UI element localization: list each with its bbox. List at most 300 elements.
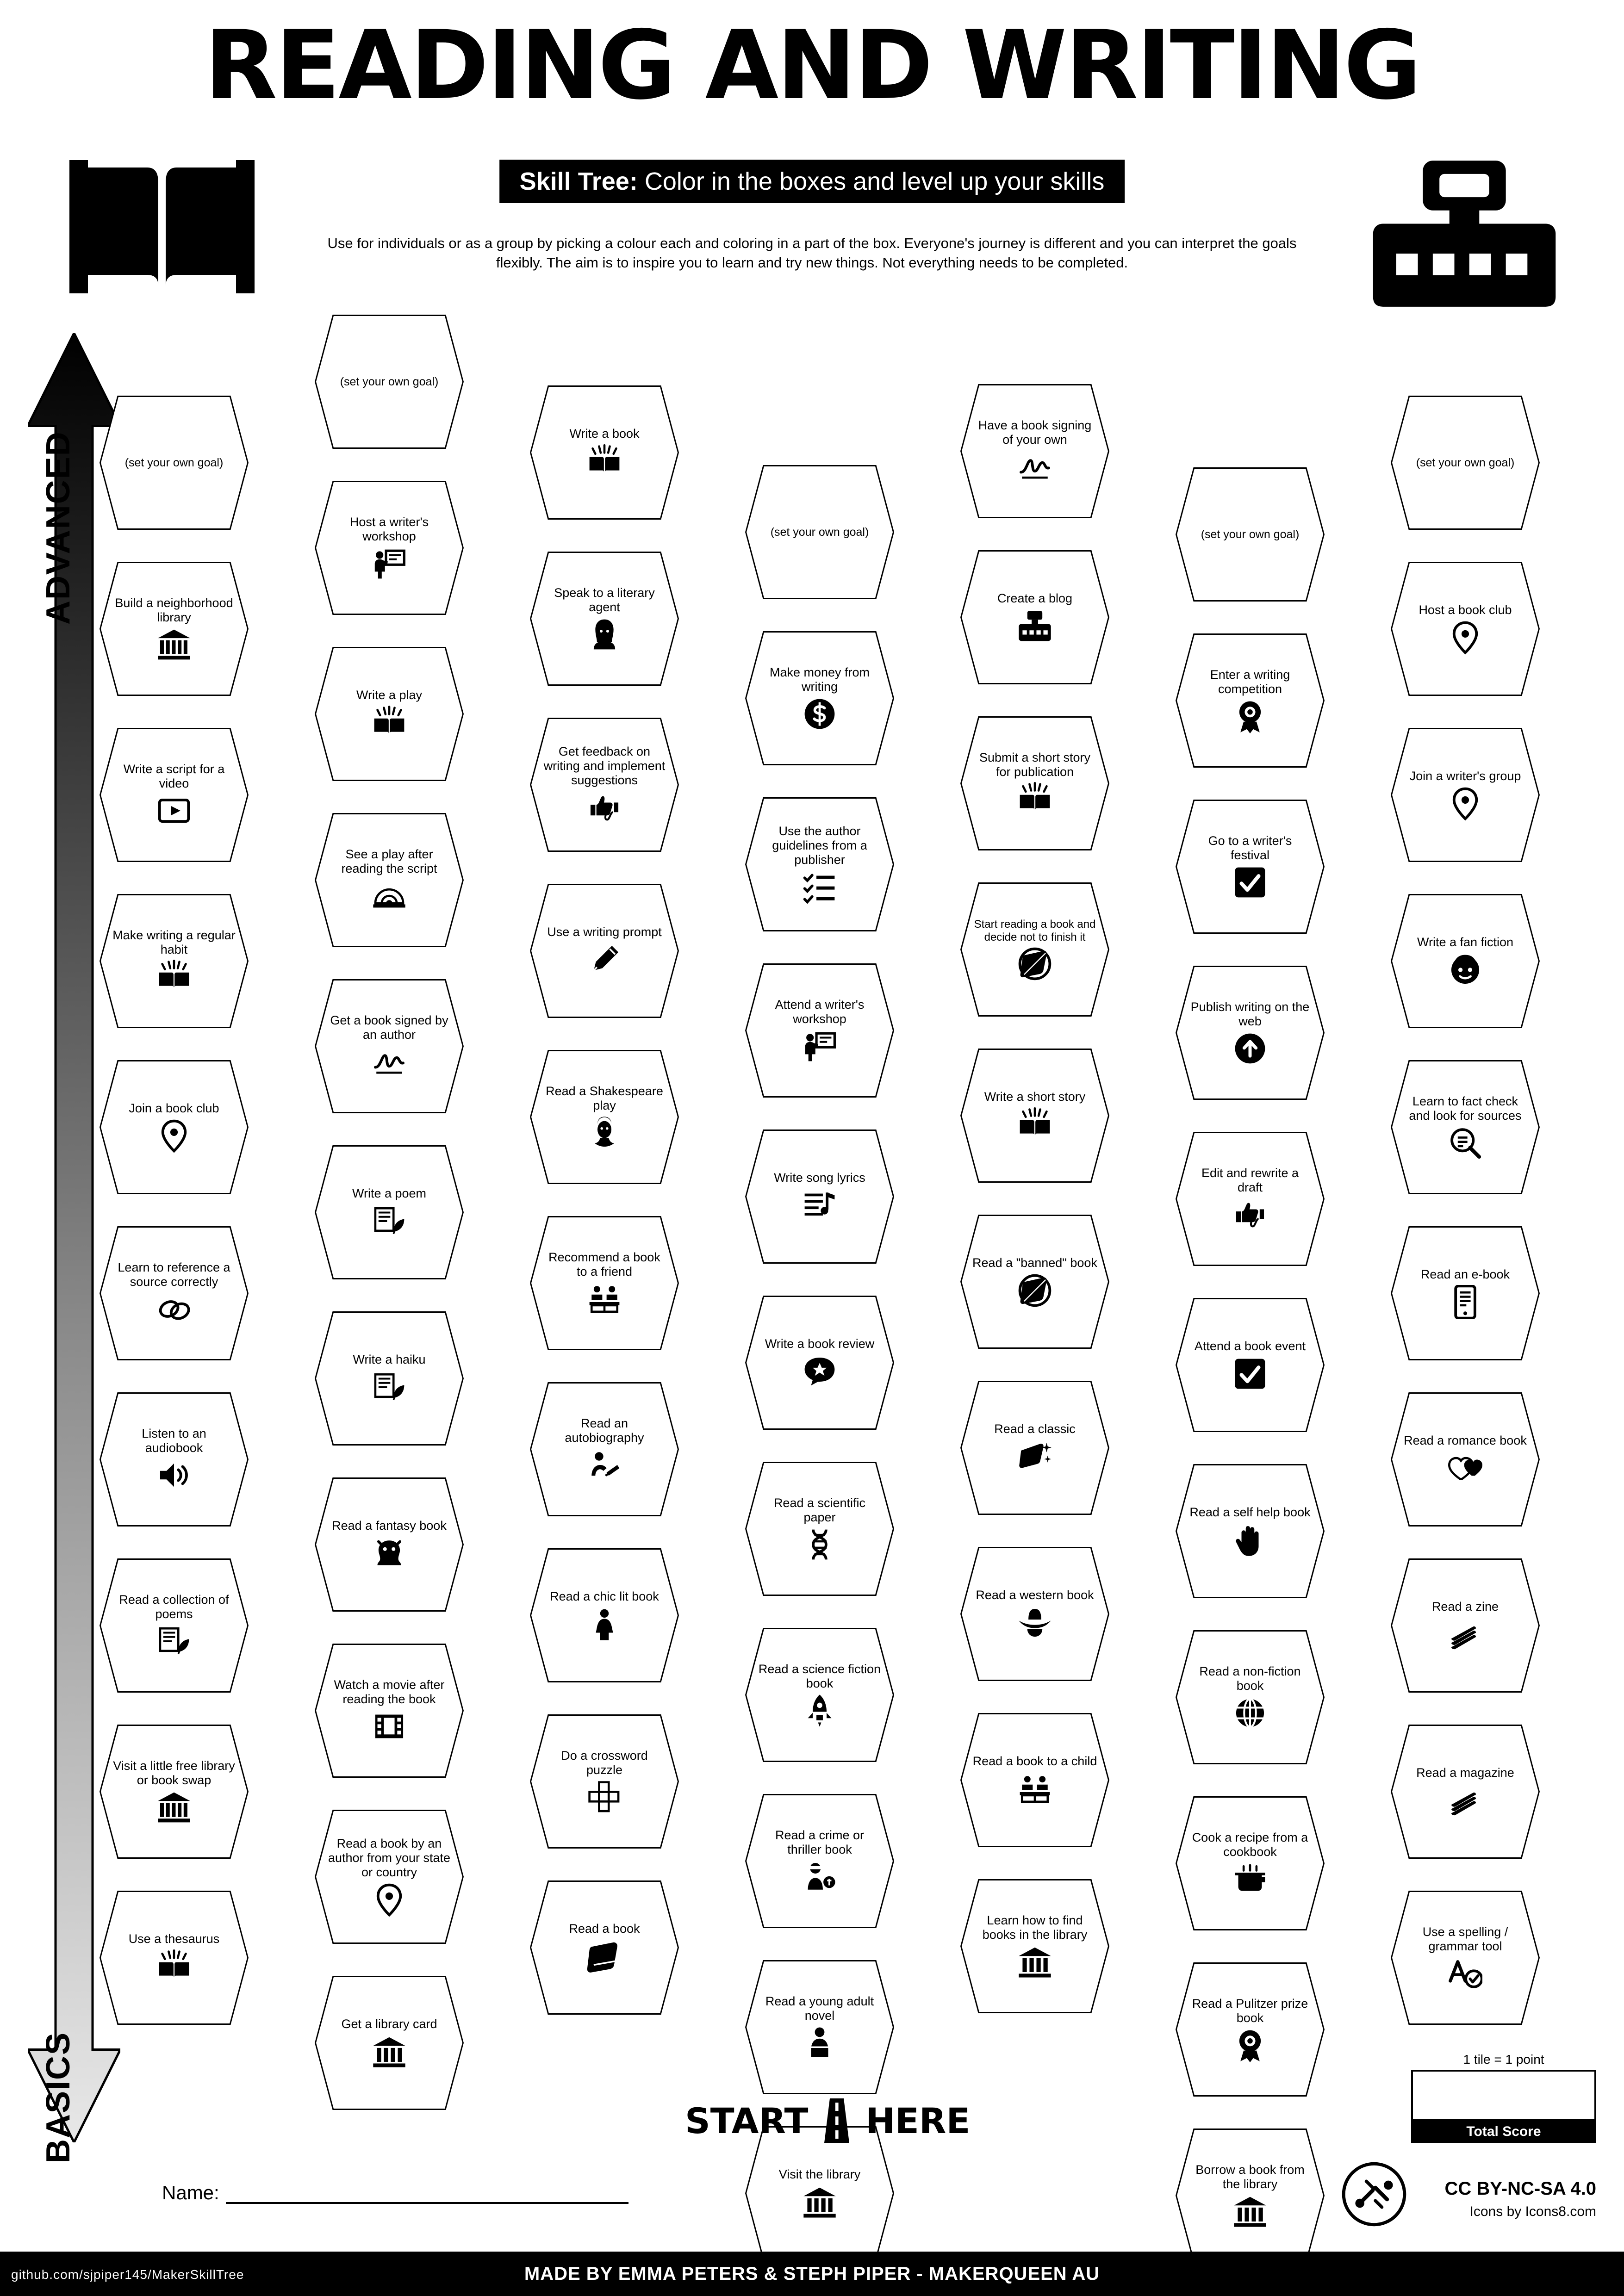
tile-label: Go to a writer's festival (1208, 833, 1292, 862)
person-writing-icon (587, 1448, 622, 1482)
poem-icon (372, 1370, 406, 1404)
tile-label: Watch a movie after reading the book (334, 1677, 445, 1706)
tile-content (1188, 834, 1313, 900)
skill-tile[interactable] (530, 1880, 679, 2015)
skill-tile[interactable] (1391, 396, 1540, 530)
skill-tile[interactable] (960, 716, 1109, 850)
tile-content (1188, 2163, 1313, 2229)
tile-content (327, 515, 452, 581)
tile-label: Submit a short story for publication (979, 750, 1091, 779)
skill-tile[interactable] (1176, 1132, 1325, 1266)
skill-tile[interactable] (100, 728, 249, 862)
skill-tile[interactable] (315, 1145, 464, 1279)
bank-icon (1018, 1945, 1052, 1979)
license-text: CC BY-NC-SA 4.0 (1444, 2178, 1596, 2199)
tile-content (112, 596, 236, 662)
tile-label: Write a fan fiction (1417, 935, 1514, 949)
tile-label: Speak to a literary agent (554, 585, 655, 614)
skill-tile[interactable] (100, 1060, 249, 1194)
tile-content (1188, 1664, 1313, 1731)
tile-content (1188, 1505, 1313, 1557)
tile-content (1188, 1000, 1313, 1066)
tile-label: Make money from writing (769, 665, 870, 694)
tile-label: (set your own goal) (1416, 456, 1515, 469)
name-label: Name: (162, 2182, 219, 2203)
tile-label: Edit and rewrite a draft (1201, 1166, 1299, 1194)
link-icon (157, 1292, 191, 1326)
location-pin-icon (1448, 621, 1482, 655)
tile-label: Learn to fact check and look for sources (1409, 1094, 1522, 1123)
skill-tile[interactable] (100, 1226, 249, 1360)
poem-icon (372, 1204, 406, 1238)
tile-content (972, 1090, 1097, 1142)
shakespeare-icon (587, 1116, 622, 1150)
skill-tile[interactable] (745, 1628, 894, 1762)
skill-tile[interactable] (315, 315, 464, 449)
subtitle-rest: Color in the boxes and level up your skills (644, 168, 1105, 195)
skill-tile[interactable] (315, 647, 464, 781)
skill-tile[interactable] (315, 481, 464, 615)
tile-content (542, 427, 667, 478)
tile-label: Join a book club (129, 1101, 219, 1116)
books-stack-icon (1448, 1783, 1482, 1818)
tile-label: Read a chic lit book (550, 1589, 659, 1604)
open-book-icon (157, 960, 191, 994)
subtitle-lead: Skill Tree: (519, 168, 638, 195)
dragon-icon (372, 1536, 406, 1570)
skill-tile[interactable] (100, 1558, 249, 1693)
tile-label: Read an e-book (1420, 1267, 1510, 1282)
press-icon (1018, 609, 1052, 643)
tile-label: Write a poem (352, 1186, 427, 1201)
tile-content (542, 745, 667, 825)
skill-tile[interactable] (100, 1891, 249, 2025)
speaker-icon (157, 1458, 191, 1492)
tile-content (542, 1749, 667, 1815)
tile-content (327, 2017, 452, 2069)
globe-icon (1233, 1696, 1267, 1730)
library-icon (157, 1790, 191, 1824)
no-book-icon (1018, 947, 1052, 981)
upload-icon (1233, 1031, 1267, 1066)
award-icon (1233, 2028, 1267, 2062)
tile-label: Write a play (356, 688, 423, 702)
name-field-row[interactable] (162, 2182, 628, 2204)
tile-content (112, 1759, 236, 1825)
tile-content (757, 998, 882, 1064)
skill-tile[interactable] (530, 1714, 679, 1849)
woman-icon (587, 1607, 622, 1641)
open-book-icon (1018, 782, 1052, 816)
score-box (1411, 2052, 1596, 2143)
tile-label: (set your own goal) (124, 456, 224, 469)
tile-content (1403, 1925, 1528, 1991)
open-book-icon (587, 444, 622, 478)
tile-label: Have a book signing of your own (978, 418, 1092, 447)
road-icon (820, 2098, 853, 2143)
tile-content (112, 1593, 236, 1659)
tile-content (542, 1416, 667, 1483)
skill-tile[interactable] (315, 1976, 464, 2110)
total-score-input[interactable] (1411, 2070, 1596, 2121)
tile-content (1188, 1997, 1313, 2063)
start-label: START (685, 2100, 809, 2141)
tile-label: Enter a writing competition (1210, 667, 1290, 696)
book-icon (587, 1939, 622, 1973)
cowboy-icon (1018, 1606, 1052, 1640)
skill-tile[interactable] (1176, 1962, 1325, 2097)
tile-label: Host a writer's workshop (349, 515, 429, 543)
tile-label: Read an autobiography (565, 1416, 644, 1445)
skill-tile[interactable] (1391, 1725, 1540, 1859)
tile-content (1188, 1831, 1313, 1897)
tile-label: Host a book club (1419, 603, 1512, 617)
tile-label: Start reading a book and decide not to finish it (974, 918, 1096, 943)
start-here-marker (685, 2098, 970, 2143)
skill-tile[interactable] (530, 718, 679, 852)
tile-label: Do a crossword puzzle (561, 1748, 648, 1777)
tile-content (327, 1353, 452, 1404)
footer-credit: MADE BY EMMA PETERS & STEPH PIPER - MAKERQUEEN AU (524, 2263, 1100, 2284)
tile-label: Cook a recipe from a cookbook (1192, 1830, 1308, 1859)
no-book-icon (1018, 1273, 1052, 1308)
tile-content (327, 375, 452, 389)
tile-content (327, 1837, 452, 1917)
tile-label: Create a blog (997, 591, 1073, 606)
tile-content (542, 1589, 667, 1641)
tile-content (757, 2167, 882, 2219)
skill-tile[interactable] (1176, 1630, 1325, 1764)
skill-tile[interactable] (100, 894, 249, 1028)
skill-tile[interactable] (315, 813, 464, 947)
skill-tile[interactable] (530, 1548, 679, 1682)
dna-icon (803, 1527, 837, 1562)
thief-icon (803, 1860, 837, 1894)
tile-content (112, 928, 236, 994)
axis-label-advanced: ADVANCED (40, 431, 77, 625)
dollar-icon (803, 697, 837, 731)
tile-content (757, 1171, 882, 1222)
tile-label: Write a haiku (353, 1353, 426, 1367)
tile-content (542, 1084, 667, 1150)
skill-tile[interactable] (960, 1547, 1109, 1681)
tile-label: Get feedback on writing and implement suggestions (543, 745, 666, 787)
skill-tile[interactable] (745, 963, 894, 1098)
tile-content (757, 1337, 882, 1389)
tile-content (972, 1256, 1097, 1308)
skill-tile[interactable] (960, 1713, 1109, 1847)
signature-icon (1018, 450, 1052, 484)
skill-tile[interactable] (1391, 1060, 1540, 1194)
tile-label: Read a crime or thriller book (775, 1828, 865, 1856)
two-readers-icon (587, 1282, 622, 1316)
signature-icon (372, 1045, 406, 1079)
spellcheck-icon (1448, 1956, 1482, 1991)
skill-tile[interactable] (960, 550, 1109, 684)
library-icon (157, 627, 191, 662)
tile-label: Read a young adult novel (765, 1994, 874, 2023)
hand-icon (1233, 1523, 1267, 1557)
magnifier-icon (1448, 1126, 1482, 1160)
skill-tile[interactable] (1176, 1796, 1325, 1930)
tile-label: Read a collection of poems (119, 1592, 229, 1621)
tile-content (1188, 528, 1313, 541)
skill-tile[interactable] (1391, 728, 1540, 862)
tile-content (327, 1013, 452, 1080)
tile-label: Learn to reference a source correctly (118, 1260, 230, 1289)
tile-label: Read a self help book (1189, 1505, 1311, 1520)
tile-content (1188, 668, 1313, 734)
skill-tile[interactable] (530, 1382, 679, 1516)
tile-label: Get a library card (341, 2017, 437, 2031)
tile-label: Read a book (569, 1922, 640, 1936)
tile-label: Use the author guidelines from a publisher (772, 824, 867, 867)
skill-tile[interactable] (745, 1129, 894, 1264)
tile-content (1403, 1600, 1528, 1651)
tile-label: (set your own goal) (770, 525, 869, 539)
skill-tile[interactable] (960, 384, 1109, 518)
tile-label: Read a book by an author from your state or country (328, 1837, 451, 1879)
crossword-icon (587, 1780, 622, 1814)
tile-label: Read a science fiction book (758, 1662, 881, 1690)
tile-label: Read a zine (1431, 1600, 1499, 1614)
bank-icon (1233, 2194, 1267, 2228)
tile-content (1403, 456, 1528, 470)
skill-tile[interactable] (100, 1392, 249, 1527)
cc-badge-icon (1342, 2162, 1406, 2227)
hearts-icon (1448, 1451, 1482, 1485)
tile-label: Learn how to find books in the library (982, 1913, 1088, 1942)
license-block (1445, 2178, 1596, 2220)
skill-tile[interactable] (960, 1215, 1109, 1349)
books-stack-icon (1448, 1617, 1482, 1651)
tile-label: See a play after reading the script (341, 847, 437, 875)
tile-content (1403, 769, 1528, 821)
tile-label: Listen to an audiobook (142, 1426, 206, 1455)
bank-icon (372, 2035, 406, 2069)
tile-label: Publish writing on the web (1190, 999, 1310, 1028)
skill-tile[interactable] (1391, 1891, 1540, 2025)
location-pin-icon (1448, 787, 1482, 821)
tile-content (1188, 1166, 1313, 1232)
tile-label: Read a non-fiction book (1199, 1664, 1301, 1693)
tile-label: Use a writing prompt (547, 925, 662, 939)
skill-tile[interactable] (530, 552, 679, 686)
video-play-icon (157, 794, 191, 828)
skill-tile[interactable] (1176, 467, 1325, 602)
tile-content (1403, 603, 1528, 655)
tile-label: Use a thesaurus (128, 1932, 220, 1946)
total-score-label: Total Score (1411, 2121, 1596, 2143)
tile-content (972, 1422, 1097, 1474)
tile-label: Use a spelling / grammar tool (1422, 1924, 1508, 1953)
theater-icon (372, 879, 406, 913)
tile-content (972, 1754, 1097, 1806)
skill-tile[interactable] (315, 1810, 464, 1944)
skill-tile[interactable] (315, 1644, 464, 1778)
skill-tile[interactable] (960, 1879, 1109, 2013)
skill-tile[interactable] (100, 396, 249, 530)
two-readers-icon (1018, 1772, 1052, 1806)
tile-label: Build a neighborhood library (115, 596, 233, 624)
award-icon (1233, 699, 1267, 733)
tile-content (112, 1260, 236, 1327)
skill-tile[interactable] (530, 385, 679, 520)
tile-content (542, 1922, 667, 1973)
tile-content (1188, 1339, 1313, 1391)
skill-tile[interactable] (1176, 1464, 1325, 1598)
checkbox-icon (1233, 865, 1267, 900)
pen-icon (587, 943, 622, 977)
skill-tile[interactable] (1176, 800, 1325, 934)
cooking-icon (1233, 1862, 1267, 1896)
skill-tile[interactable] (1391, 1392, 1540, 1527)
tile-label: (set your own goal) (1201, 527, 1300, 541)
tile-label: Write a book review (765, 1337, 875, 1351)
sparkle-book-icon (1018, 1440, 1052, 1474)
skill-tile[interactable] (315, 979, 464, 1113)
tile-content (112, 762, 236, 828)
tile-label: Get a book signed by an author (330, 1013, 448, 1042)
skill-tile[interactable] (315, 1477, 464, 1612)
tile-content (972, 1588, 1097, 1640)
skill-tile[interactable] (960, 1049, 1109, 1183)
presenter-icon (803, 1029, 837, 1063)
skill-tile[interactable] (745, 1296, 894, 1430)
open-book-icon (1018, 1107, 1052, 1142)
tile-content (1403, 935, 1528, 987)
tile-content (542, 586, 667, 652)
tile-content (757, 1496, 882, 1562)
skill-tile[interactable] (745, 631, 894, 765)
tile-label: Join a writer's group (1409, 769, 1521, 783)
tile-content (972, 418, 1097, 484)
skill-tile[interactable] (1391, 1558, 1540, 1693)
tile-content (1403, 1267, 1528, 1319)
bank-icon (803, 2185, 837, 2219)
tile-label: Read a "banned" book (972, 1256, 1097, 1270)
tile-content (757, 526, 882, 539)
skill-tile[interactable] (1176, 633, 1325, 768)
thumbs-icon (1233, 1198, 1267, 1232)
skill-tile[interactable] (1391, 1226, 1540, 1360)
footer-bar (0, 2252, 1624, 2296)
footer-repo-link[interactable]: github.com/sjpiper145/MakerSkillTree (11, 2267, 244, 2282)
tile-content (1403, 1433, 1528, 1485)
tile-label: Read a classic (994, 1422, 1076, 1436)
skill-tile[interactable] (745, 1794, 894, 1928)
presenter-icon (372, 546, 406, 581)
tile-content (1403, 1094, 1528, 1160)
tile-label: Read a fantasy book (332, 1519, 447, 1533)
person-long-hair-icon (587, 617, 622, 652)
tile-label: Borrow a book from the library (1195, 2162, 1305, 2191)
tile-label: Attend a book event (1194, 1339, 1306, 1353)
open-book-icon (372, 706, 406, 740)
tile-content (327, 1678, 452, 1744)
tile-content (112, 1932, 236, 1984)
skill-tile[interactable] (745, 465, 894, 599)
tile-label: Write a short story (984, 1090, 1086, 1104)
tile-label: Attend a writer's workshop (775, 997, 865, 1026)
poem-icon (157, 1624, 191, 1658)
tile-label: Read a Shakespeare play (546, 1084, 663, 1112)
tile-label: Write song lyrics (774, 1171, 865, 1185)
tile-content (972, 591, 1097, 643)
tile-label: Read a romance book (1404, 1433, 1527, 1448)
checkbox-icon (1233, 1357, 1267, 1391)
tile-content (327, 847, 452, 913)
tile-label: (set your own goal) (340, 375, 439, 388)
skill-tile[interactable] (960, 1381, 1109, 1515)
tile-content (757, 1662, 882, 1728)
tile-content (327, 1519, 452, 1570)
tile-label: Write a book (569, 427, 640, 441)
rocket-icon (803, 1694, 837, 1728)
intro-text: Use for individuals or as a group by picking a colour each and coloring in a part of the box. Everyone's journey is different and you can interpret the goals flexibly. The aim is to inspire you to learn and try new things. Not everything needs to be completed. (327, 235, 1297, 271)
tile-label: Recommend a book to a friend (548, 1250, 660, 1278)
skill-tile[interactable] (1176, 1298, 1325, 1432)
tile-content (757, 1828, 882, 1894)
comment-star-icon (803, 1354, 837, 1389)
skill-tile[interactable] (745, 1960, 894, 2094)
tile-content (327, 688, 452, 740)
skill-tile[interactable] (315, 1311, 464, 1446)
tile-content (542, 925, 667, 977)
tile-content (972, 1913, 1097, 1980)
skill-tile[interactable] (530, 1216, 679, 1350)
skill-tile[interactable] (530, 1050, 679, 1184)
tile-content (112, 1427, 236, 1493)
tile-content (757, 665, 882, 732)
tile-content (542, 1250, 667, 1316)
skill-tile[interactable] (100, 1725, 249, 1859)
tile-point-note: 1 tile = 1 point (1463, 2052, 1544, 2066)
tile-label: Read a western book (976, 1588, 1094, 1602)
tile-content (757, 1994, 882, 2060)
tile-content (757, 824, 882, 904)
tile-label: Read a book to a child (972, 1754, 1097, 1769)
tile-content (112, 456, 236, 470)
tile-content (972, 751, 1097, 817)
tile-label: Make writing a regular habit (112, 928, 236, 956)
skill-tile[interactable] (745, 1462, 894, 1596)
checklist-icon (803, 870, 837, 905)
tile-label: Visit the library (778, 2167, 861, 2182)
tile-label: Read a Pulitzer prize book (1192, 1996, 1308, 2025)
tile-content (327, 1186, 452, 1238)
tile-label: Read a scientific paper (773, 1496, 866, 1524)
tile-content (1403, 1766, 1528, 1818)
skill-tile[interactable] (745, 797, 894, 931)
thumbs-icon (587, 791, 622, 825)
face-icon (1448, 953, 1482, 987)
name-input-line[interactable] (226, 2185, 628, 2204)
skill-tile[interactable] (745, 2126, 894, 2260)
skill-tile[interactable] (960, 882, 1109, 1017)
skill-tile[interactable] (530, 884, 679, 1018)
page-title: READING AND WRITING (204, 11, 1420, 121)
skill-tile[interactable] (1391, 894, 1540, 1028)
location-pin-icon (157, 1119, 191, 1153)
skill-tile[interactable] (1176, 966, 1325, 1100)
music-sheet-icon (803, 1188, 837, 1222)
film-icon (372, 1709, 406, 1744)
skill-tile[interactable] (1391, 562, 1540, 696)
skill-tile[interactable] (100, 562, 249, 696)
skill-tile[interactable] (1176, 2128, 1325, 2263)
here-label: HERE (865, 2100, 971, 2141)
